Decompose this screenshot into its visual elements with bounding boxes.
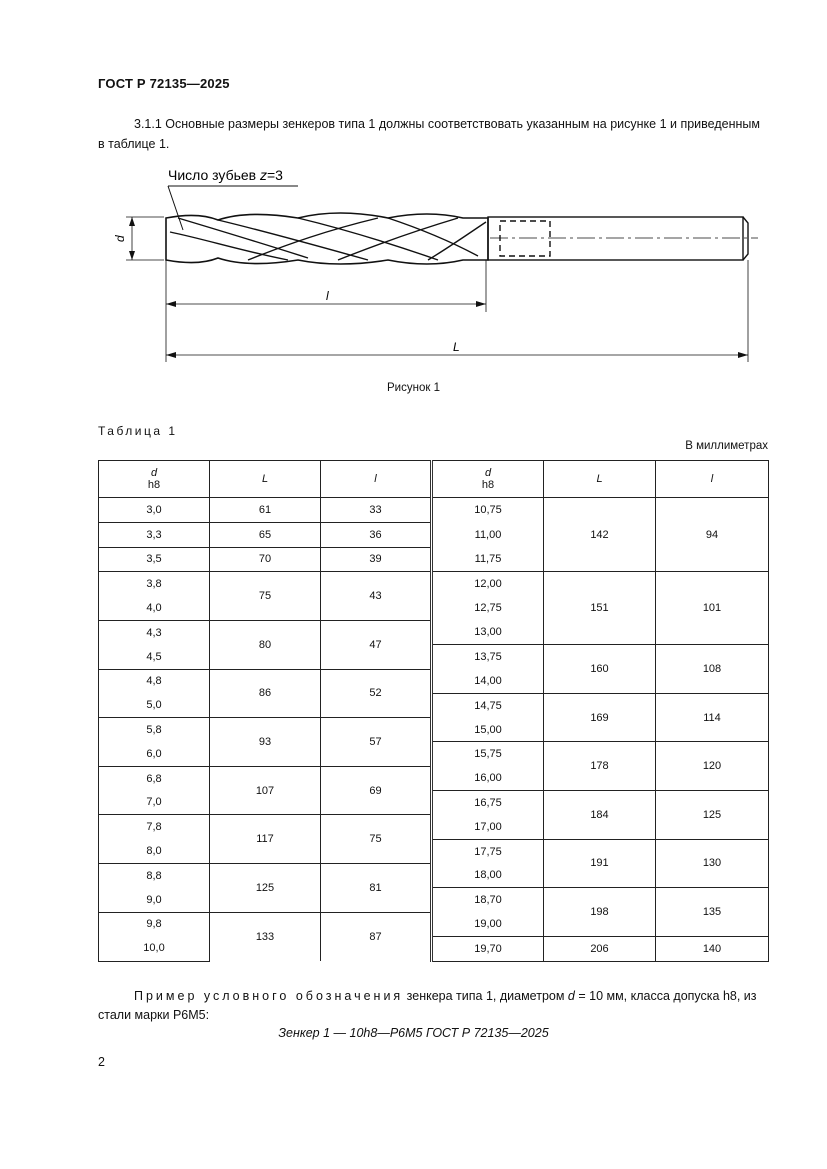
cell-l-right: 135 [656,888,769,937]
cell-L-right: 169 [544,693,656,742]
cell-d-right: 14,00 [432,669,544,693]
cell-l-left: 75 [321,815,432,864]
cell-d-left: 3,3 [99,522,210,547]
cell-l-left: 36 [321,522,432,547]
cell-d-left: 3,8 [99,572,210,596]
cell-d-right: 17,00 [432,815,544,839]
dim-l-label: l [326,289,329,303]
table-header-row [99,461,769,498]
cell-d-left: 4,3 [99,620,210,644]
cell-l-right: 130 [656,839,769,888]
header-L-right: L [544,461,656,498]
header-d-right: d h8 [432,461,544,498]
cell-d-right: 16,75 [432,791,544,815]
cell-d-right: 10,75 [432,498,544,523]
table-row [99,839,769,863]
cell-d-left: 8,8 [99,863,210,887]
table-title: Таблица 1 [98,424,178,438]
cell-d-left: 5,0 [99,693,210,717]
cell-d-right: 15,75 [432,742,544,766]
cell-L-right: 142 [544,498,656,572]
page-number: 2 [98,1055,105,1069]
header-l-right: l [656,461,769,498]
cell-d-left: 7,8 [99,815,210,839]
cell-L-left: 65 [210,522,321,547]
cell-L-right: 198 [544,888,656,937]
cell-l-left: 52 [321,669,432,718]
cell-d-right: 17,75 [432,839,544,863]
paragraph-3-1-1 [98,114,768,154]
cell-l-right: 120 [656,742,769,791]
designation-string: Зенкер 1 — 10h8—Р6М5 ГОСТ Р 72135—2025 [278,1026,549,1040]
cell-L-right: 206 [544,936,656,961]
cell-L-left: 80 [210,620,321,669]
cell-L-left: 70 [210,547,321,572]
cell-L-right: 160 [544,645,656,694]
header-d-left: d h8 [99,461,210,498]
cell-d-right: 16,00 [432,766,544,790]
cell-L-right: 151 [544,572,656,645]
cell-L-left: 125 [210,863,321,912]
cell-d-right: 12,00 [432,572,544,596]
cell-l-right: 114 [656,693,769,742]
cell-l-right: 140 [656,936,769,961]
cell-d-right: 13,00 [432,620,544,644]
cell-d-right: 11,00 [432,522,544,547]
cell-l-left: 47 [321,620,432,669]
table-row [99,498,769,523]
table-row [99,791,769,815]
cell-d-right: 13,75 [432,645,544,669]
cell-d-left: 3,0 [99,498,210,523]
cell-l-left: 57 [321,718,432,767]
cell-d-left: 6,0 [99,742,210,766]
cell-l-right: 125 [656,791,769,840]
cell-L-right: 191 [544,839,656,888]
cell-d-left: 10,0 [99,936,210,961]
cell-d-left: 4,8 [99,669,210,693]
cell-L-left: 86 [210,669,321,718]
cell-d-left: 4,5 [99,645,210,669]
cell-d-left: 9,0 [99,888,210,912]
table-row [99,693,769,717]
cell-d-right: 15,00 [432,718,544,742]
cell-d-left: 6,8 [99,766,210,790]
cell-d-right: 19,00 [432,912,544,936]
cell-L-left: 61 [210,498,321,523]
figure-caption: Рисунок 1 [387,382,440,394]
table-units: В миллиметрах [685,440,768,452]
cell-l-left: 87 [321,912,432,961]
callout-teeth-label: Число зубьев z=3 [168,167,283,183]
cell-L-left: 107 [210,766,321,815]
countersink-drawing [98,160,768,380]
document-code: ГОСТ Р 72135—2025 [98,76,230,91]
cell-l-left: 69 [321,766,432,815]
designation-example: Пример условного обозначения зенкера типа 1, диаметром d = 10 мм, класса допуска h8, из стали марки Р6М5: [98,989,757,1022]
table-row [99,888,769,912]
cell-d-right: 14,75 [432,693,544,717]
paragraph-text: 3.1.1 Основные размеры зенкеров типа 1 должны соответствовать указанным на рисунке 1 и приведенным в таблице 1. [98,117,760,151]
cell-d-right: 18,70 [432,888,544,912]
cell-d-left: 5,8 [99,718,210,742]
cell-d-left: 7,0 [99,791,210,815]
cell-L-right: 178 [544,742,656,791]
cell-d-left: 3,5 [99,547,210,572]
cell-d-left: 4,0 [99,596,210,620]
cell-l-left: 81 [321,863,432,912]
table-row [99,742,769,766]
dim-L-label: L [453,340,460,354]
cell-d-right: 19,70 [432,936,544,961]
cell-l-left: 43 [321,572,432,621]
cell-L-left: 117 [210,815,321,864]
cell-d-left: 8,0 [99,839,210,863]
cell-l-left: 39 [321,547,432,572]
example-heading: Пример условного обозначения [134,989,404,1003]
cell-d-right: 18,00 [432,863,544,887]
figure-1 [98,160,768,380]
dim-d-label: d [113,235,127,242]
cell-d-right: 11,75 [432,547,544,572]
cell-L-left: 93 [210,718,321,767]
cell-l-right: 101 [656,572,769,645]
cell-L-left: 75 [210,572,321,621]
cell-L-right: 184 [544,791,656,840]
header-l-left: l [321,461,432,498]
table-row [99,645,769,669]
dimensions-table [98,460,769,962]
cell-l-right: 108 [656,645,769,694]
cell-l-left: 33 [321,498,432,523]
cell-d-right: 12,75 [432,596,544,620]
cell-l-right: 94 [656,498,769,572]
table-row [99,936,769,961]
header-L-left: L [210,461,321,498]
cell-L-left: 133 [210,912,321,961]
cell-d-left: 9,8 [99,912,210,936]
table-row [99,572,769,596]
